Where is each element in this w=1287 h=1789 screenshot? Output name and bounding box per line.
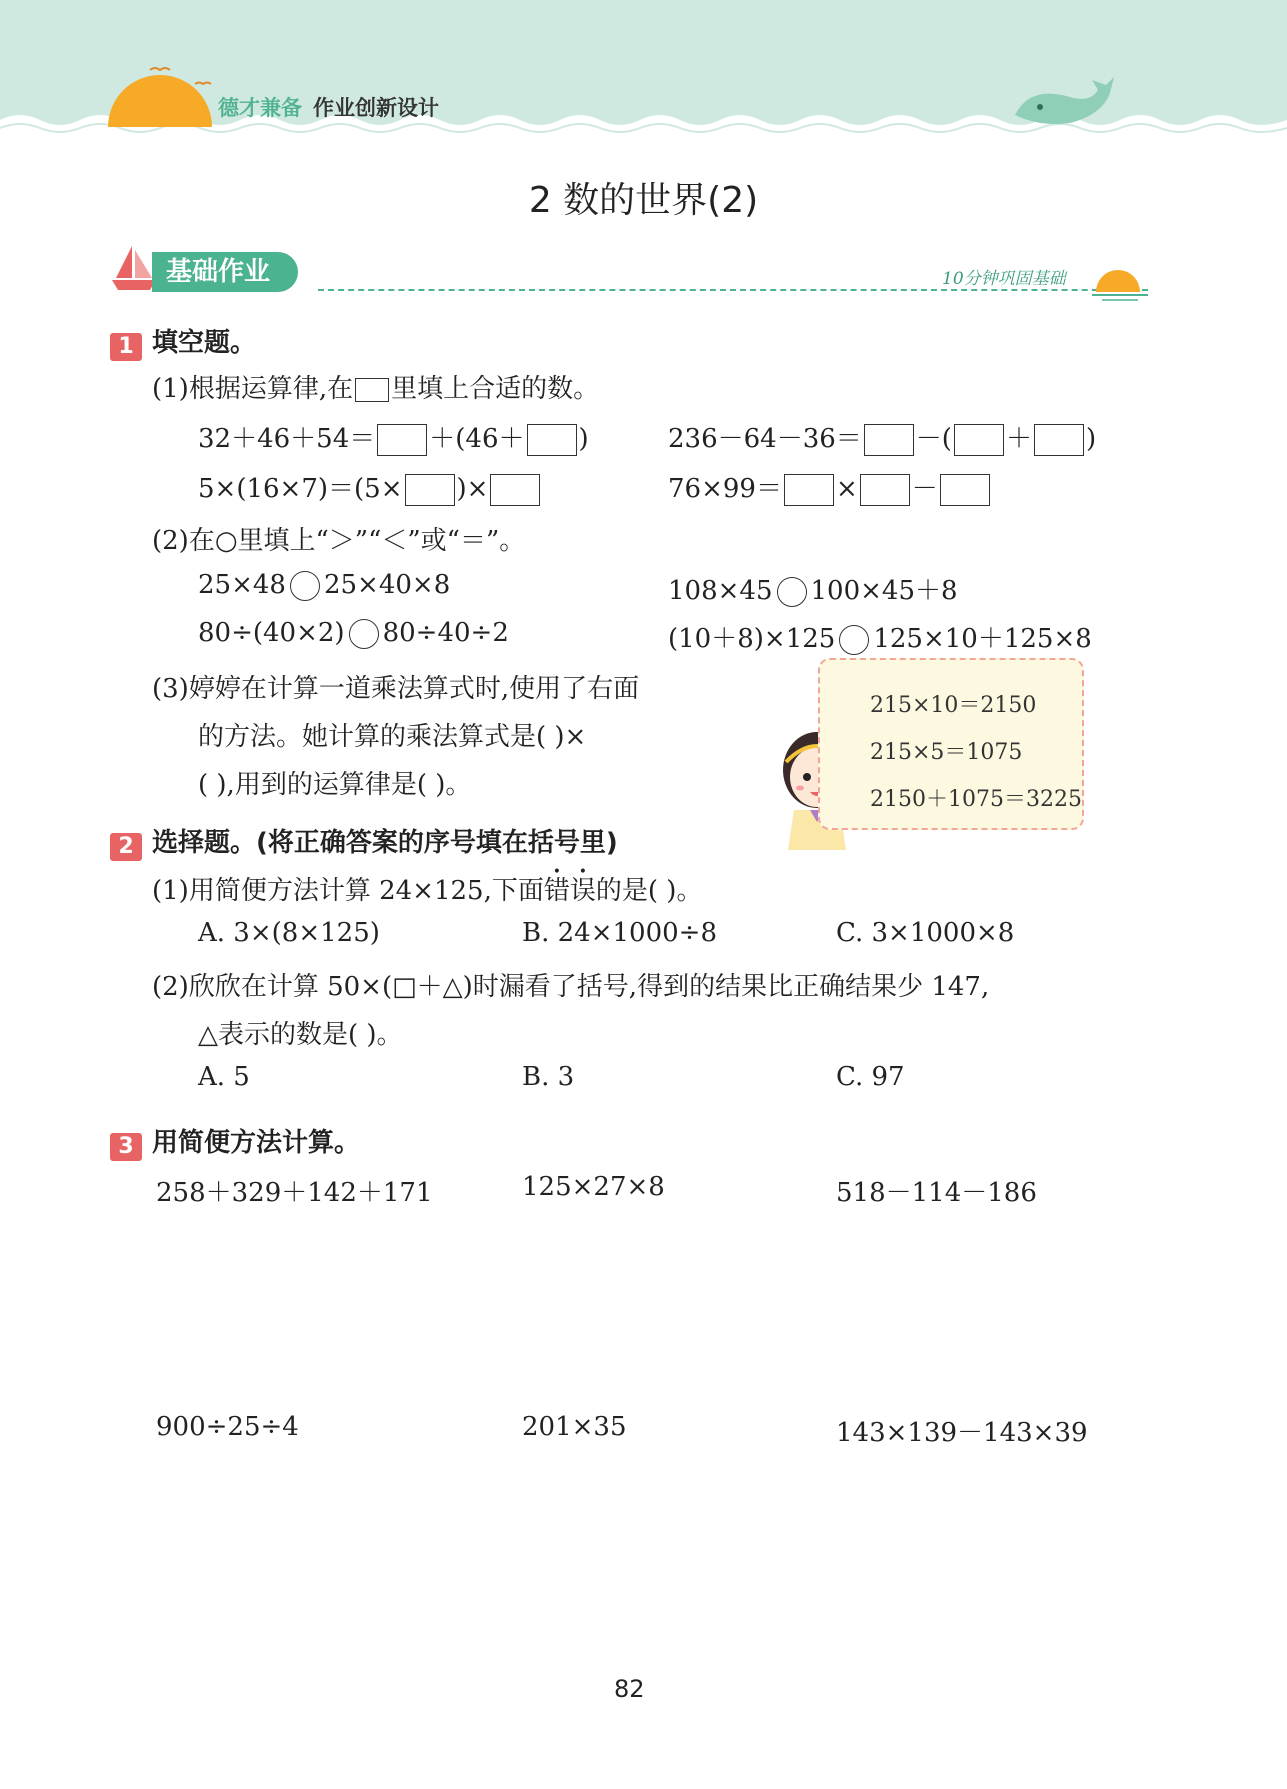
q2-p2-line1: (2)欣欣在计算 50×(□＋△)时漏看了括号,得到的结果比正确结果少 147, xyxy=(152,972,990,1002)
q3-number: 3 xyxy=(110,1133,142,1161)
expr: ) xyxy=(578,424,589,454)
q1-p3-line1: (3)婷婷在计算一道乘法算式时,使用了右面 xyxy=(152,674,640,704)
q1-p1-intro xyxy=(152,368,599,405)
expr: 100×45＋8 xyxy=(810,576,958,606)
q1-p2-row2-left xyxy=(198,618,509,649)
q2-header xyxy=(110,822,618,861)
answer-box[interactable] xyxy=(954,424,1004,456)
expr: 236－64－36＝ xyxy=(668,424,862,454)
q1-p1-row1-right xyxy=(668,418,1096,456)
page-title: 2 数的世界(2) xyxy=(528,180,759,221)
q3-title: 用简便方法计算。 xyxy=(152,1128,361,1158)
hint-line: 215×5＝1075 xyxy=(870,740,1023,765)
compare-circle[interactable] xyxy=(777,577,807,607)
q2-p1-stem xyxy=(152,870,702,907)
expr: 80÷(40×2) xyxy=(198,618,345,648)
q1-p1-row2-right xyxy=(668,468,992,506)
answer-box[interactable] xyxy=(784,474,834,506)
q3-expr: 900÷25÷4 xyxy=(156,1412,299,1442)
q2-p1-option-c: C. 3×1000×8 xyxy=(836,918,1015,948)
whale-icon xyxy=(1010,75,1120,135)
answer-box[interactable] xyxy=(355,378,389,402)
expr: 76×99＝ xyxy=(668,474,782,504)
compare-circle[interactable] xyxy=(349,619,379,649)
expr: － xyxy=(911,474,938,504)
brand-subtitle: 作业创新设计 xyxy=(313,96,439,120)
expr: 5×(16×7)＝(5× xyxy=(198,474,403,504)
expr: ) xyxy=(1085,424,1097,454)
section-label: 基础作业 xyxy=(152,252,298,292)
expr: × xyxy=(835,474,858,504)
expr: 80÷40÷2 xyxy=(382,618,509,648)
answer-box[interactable] xyxy=(864,424,914,456)
q1-header xyxy=(110,322,256,361)
q1-p2-row2-right xyxy=(668,618,1092,655)
expr: 25×40×8 xyxy=(323,570,451,600)
q3-header xyxy=(110,1122,360,1161)
q1-p2-intro: (2)在○里填上“＞”“＜”或“＝”。 xyxy=(152,526,526,556)
expr: －( xyxy=(915,424,952,454)
expr: )× xyxy=(456,474,489,504)
q2-number: 2 xyxy=(110,833,142,861)
sun-icon xyxy=(100,62,220,132)
expr: (1)用简便方法计算 24×125,下面 xyxy=(152,876,544,906)
q3-expr: 125×27×8 xyxy=(522,1172,665,1202)
expr: (10＋8)×125 xyxy=(668,624,836,654)
expr: 32＋46＋54＝ xyxy=(198,424,376,454)
q1-p1-row2-left xyxy=(198,468,542,506)
answer-box[interactable] xyxy=(940,474,990,506)
q1-p1-intro-text-2: 里填上合适的数。 xyxy=(391,374,600,404)
section-note: 10分钟巩固基础 xyxy=(942,269,1066,289)
q2-p2-option-b: B. 3 xyxy=(522,1062,575,1092)
q1-p3-line3: ( ),用到的运算律是( )。 xyxy=(198,770,472,800)
q3-expr: 143×139－143×39 xyxy=(836,1418,1088,1448)
expr: 25×48 xyxy=(198,570,286,600)
section-divider xyxy=(318,289,1148,291)
answer-box[interactable] xyxy=(860,474,910,506)
q3-expr: 518－114－186 xyxy=(836,1178,1037,1208)
expr: 的是( )。 xyxy=(595,876,703,906)
emphasis-char: 误 xyxy=(569,876,596,906)
q2-p1-option-b: B. 24×1000÷8 xyxy=(522,918,717,948)
expr: 125×10＋125×8 xyxy=(873,624,1092,654)
q3-expr: 201×35 xyxy=(522,1412,627,1442)
q2-p1-option-a: A. 3×(8×125) xyxy=(198,918,380,948)
answer-box[interactable] xyxy=(527,424,577,456)
q1-p1-row1-left xyxy=(198,418,589,456)
compare-circle[interactable] xyxy=(839,625,869,655)
q2-p2-line2: △表示的数是( )。 xyxy=(198,1020,403,1050)
small-sun-icon xyxy=(1092,262,1148,302)
hint-card xyxy=(818,658,1084,830)
compare-circle[interactable] xyxy=(290,571,320,601)
q1-p2-row1-right xyxy=(668,570,958,607)
answer-box[interactable] xyxy=(1034,424,1084,456)
hint-line: 215×10＝2150 xyxy=(870,693,1037,718)
brand-name: 德才兼备 xyxy=(218,96,302,120)
expr: 108×45 xyxy=(668,576,773,606)
q1-p1-intro-text: (1)根据运算律,在 xyxy=(152,374,354,404)
q1-p3-line2: 的方法。她计算的乘法算式是( )× xyxy=(198,722,587,752)
q1-number: 1 xyxy=(110,333,142,361)
q1-p2-row1-left xyxy=(198,570,450,601)
emphasis-char: 错 xyxy=(543,876,570,906)
q3-expr: 258＋329＋142＋171 xyxy=(156,1178,433,1208)
expr: ＋(46＋ xyxy=(429,424,525,454)
q2-p2-option-a: A. 5 xyxy=(198,1062,250,1092)
answer-box[interactable] xyxy=(405,474,455,506)
q1-title: 填空题。 xyxy=(152,328,257,358)
page-number: 82 xyxy=(614,1675,645,1703)
expr: ＋ xyxy=(1005,424,1032,454)
answer-box[interactable] xyxy=(377,424,427,456)
q2-title: 选择题。(将正确答案的序号填在括号里) xyxy=(152,828,618,858)
answer-box[interactable] xyxy=(490,474,540,506)
hint-line: 2150＋1075＝3225 xyxy=(870,787,1082,812)
q2-p2-option-c: C. 97 xyxy=(836,1062,905,1092)
